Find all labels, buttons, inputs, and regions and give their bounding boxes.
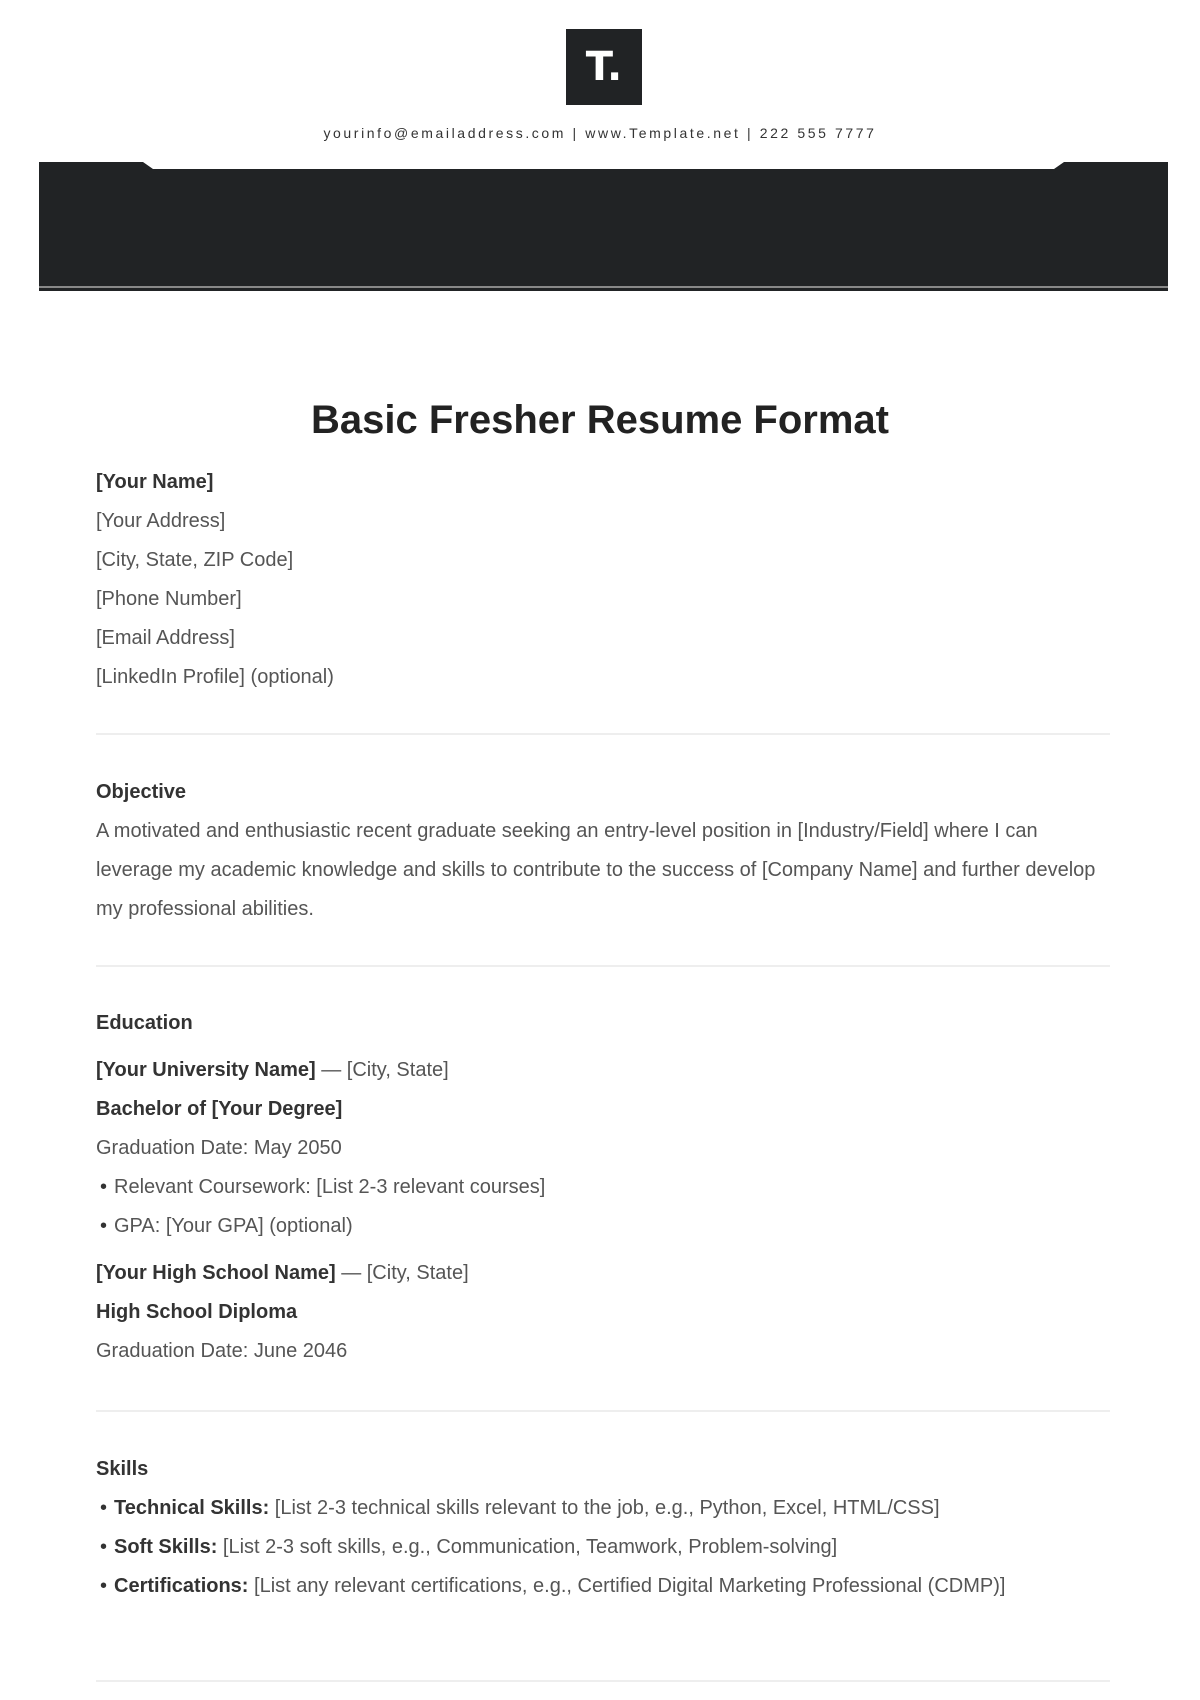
divider xyxy=(96,965,1110,967)
objective-heading: Objective xyxy=(96,781,187,803)
skill-text: [List any relevant certifications, e.g., Certified Digital Marketing Professional (CDMP)] xyxy=(248,1575,1006,1597)
divider xyxy=(96,1680,1110,1682)
school-name: [Your High School Name] xyxy=(96,1262,336,1284)
skill-label: Technical Skills: xyxy=(114,1497,270,1519)
name: [Your Name] xyxy=(96,471,214,493)
city-state-zip: [City, State, ZIP Code] xyxy=(96,549,294,571)
skill-text: [List 2-3 soft skills, e.g., Communication, Teamwork, Problem-solving] xyxy=(217,1536,838,1558)
skill-text: [List 2-3 technical skills relevant to the job, e.g., Python, Excel, HTML/CSS] xyxy=(269,1497,940,1519)
coursework: • Relevant Coursework: [List 2-3 relevant courses] xyxy=(96,1168,1110,1207)
education-section xyxy=(96,1004,1110,1371)
linkedin: [LinkedIn Profile] (optional) xyxy=(96,666,334,688)
gpa: • GPA: [Your GPA] (optional) xyxy=(96,1207,1110,1246)
page-title: Basic Fresher Resume Format xyxy=(310,398,889,442)
address: [Your Address] xyxy=(96,510,226,532)
logo-text: T. xyxy=(585,44,623,90)
skill-label: Soft Skills: xyxy=(114,1536,218,1558)
header-band xyxy=(39,162,1168,286)
header-band-rule xyxy=(39,286,1168,291)
skill-soft xyxy=(96,1528,1110,1567)
personal-info xyxy=(96,463,1110,697)
objective-section xyxy=(96,773,1110,929)
school-graduation-date: Graduation Date: June 2046 xyxy=(96,1340,348,1362)
university-name: [Your University Name] xyxy=(96,1059,316,1081)
objective-text: A motivated and enthusiastic recent graduate seeking an entry-level position in [Industry/Field] where I can leverage my academic knowledge and skills to contribute to the success of [Company Name] and further develop my professional abilities. xyxy=(96,820,1096,920)
skills-heading: Skills xyxy=(96,1458,149,1480)
template-logo xyxy=(566,29,642,105)
phone: [Phone Number] xyxy=(96,588,242,610)
skill-technical xyxy=(96,1489,1110,1528)
university-location: — [City, State] xyxy=(315,1059,449,1081)
skill-certifications xyxy=(96,1567,1110,1606)
skills-section xyxy=(96,1450,1110,1606)
school-location: — [City, State] xyxy=(335,1262,469,1284)
skill-label: Certifications: xyxy=(114,1575,249,1597)
diploma: High School Diploma xyxy=(96,1301,298,1323)
divider xyxy=(96,733,1110,735)
contact-line: yourinfo@emailaddress.com | www.Template.net | 222 555 7777 xyxy=(323,125,877,141)
degree: Bachelor of [Your Degree] xyxy=(96,1098,343,1120)
graduation-date: Graduation Date: May 2050 xyxy=(96,1137,342,1159)
university-line xyxy=(96,1051,1110,1090)
education-heading: Education xyxy=(96,1012,193,1034)
email: [Email Address] xyxy=(96,627,235,649)
school-line xyxy=(96,1254,1110,1293)
divider xyxy=(96,1410,1110,1412)
